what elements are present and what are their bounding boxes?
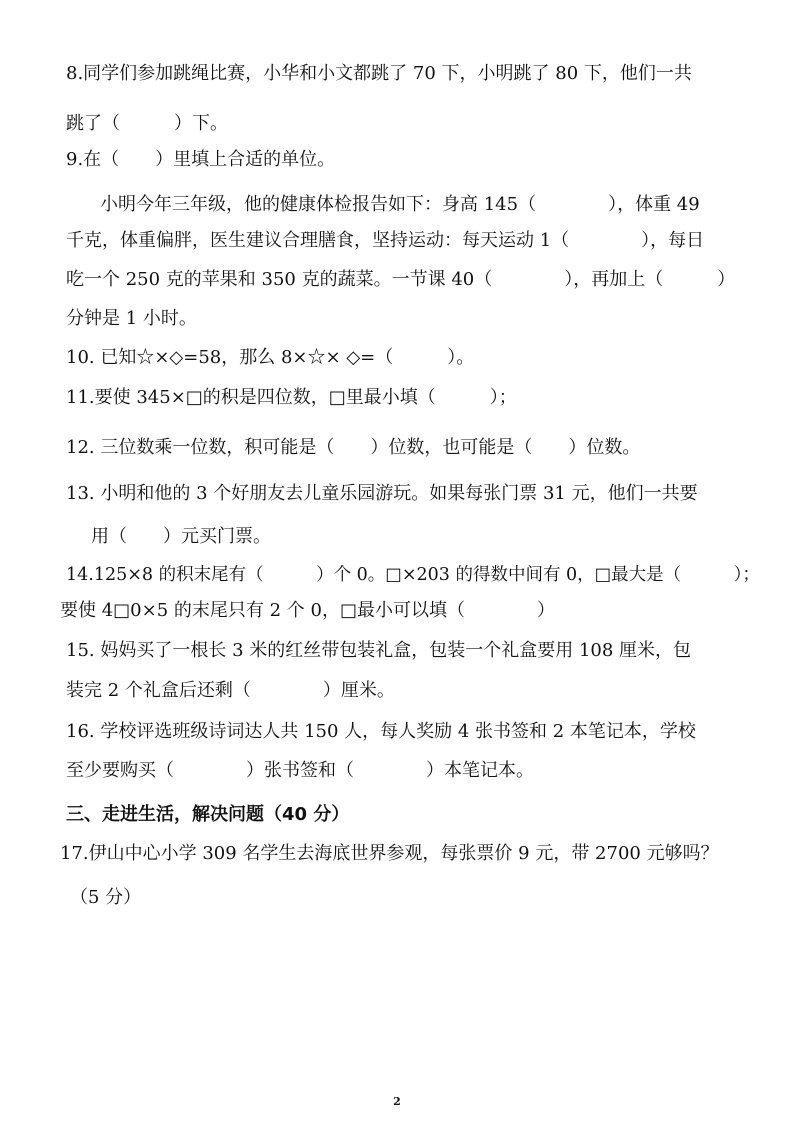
question-14-line-2: 要使 4□0×5 的末尾只有 2 个 0，□最小可以填（ ） — [60, 600, 555, 621]
question-9-title: 9.在（ ）里填上合适的单位。 — [66, 149, 336, 170]
question-17-line-1: 17.伊山中心小学 309 名学生去海底世界参观，每张票价 9 元，带 2700 元够吗？ — [60, 843, 719, 864]
page-number: 2 — [393, 1095, 401, 1108]
question-8-line-1: 8.同学们参加跳绳比赛，小华和小文都跳了 70 下，小明跳了 80 下，他们一共 — [66, 63, 692, 84]
question-16-line-1: 16. 学校评选班级诗词达人共 150 人，每人奖励 4 张书签和 2 本笔记本，学校 — [66, 721, 696, 742]
question-15-line-1: 15. 妈妈买了一根长 3 米的红丝带包装礼盒，包装一个礼盒要用 108 厘米，包 — [66, 640, 692, 661]
question-13-line-2: 用（ ）元买门票。 — [91, 526, 271, 547]
question-14-line-1: 14.125×8 的积末尾有（ ）个 0。□×203 的得数中间有 0，□最大是（ ）； — [66, 565, 760, 585]
question-9-line-2: 千克，体重偏胖，医生建议合理膳食，坚持运动：每天运动 1（ ），每日 — [66, 230, 705, 251]
question-9-line-1: 小明今年三年级，他的健康体检报告如下：身高 145（ ），体重 49 — [100, 194, 700, 215]
question-9-line-4: 分钟是 1 小时。 — [66, 308, 197, 329]
question-10: 10. 已知☆×◇=58，那么 8×☆× ◇=（ ）。 — [66, 347, 475, 368]
question-9-line-3: 吃一个 250 克的苹果和 350 克的蔬菜。一节课 40（ ），再加上（ ） — [66, 269, 736, 290]
question-15-line-2: 装完 2 个礼盒后还剩（ ）厘米。 — [66, 680, 395, 701]
question-12: 12. 三位数乘一位数，积可能是（ ）位数，也可能是（ ）位数。 — [66, 437, 641, 458]
question-8-line-2: 跳了（ ）下。 — [66, 113, 228, 134]
question-11: 11.要使 345×□的积是四位数，□里最小填（ ）； — [66, 387, 517, 408]
question-17-line-2: （5 分） — [70, 887, 142, 908]
section-title: 三、走进生活，解决问题（40 分） — [66, 804, 350, 825]
question-16-line-2: 至少要购买（ ）张书签和（ ）本笔记本。 — [66, 760, 534, 781]
question-13-line-1: 13. 小明和他的 3 个好朋友去儿童乐园游玩。如果每张门票 31 元，他们一共要 — [66, 483, 698, 504]
